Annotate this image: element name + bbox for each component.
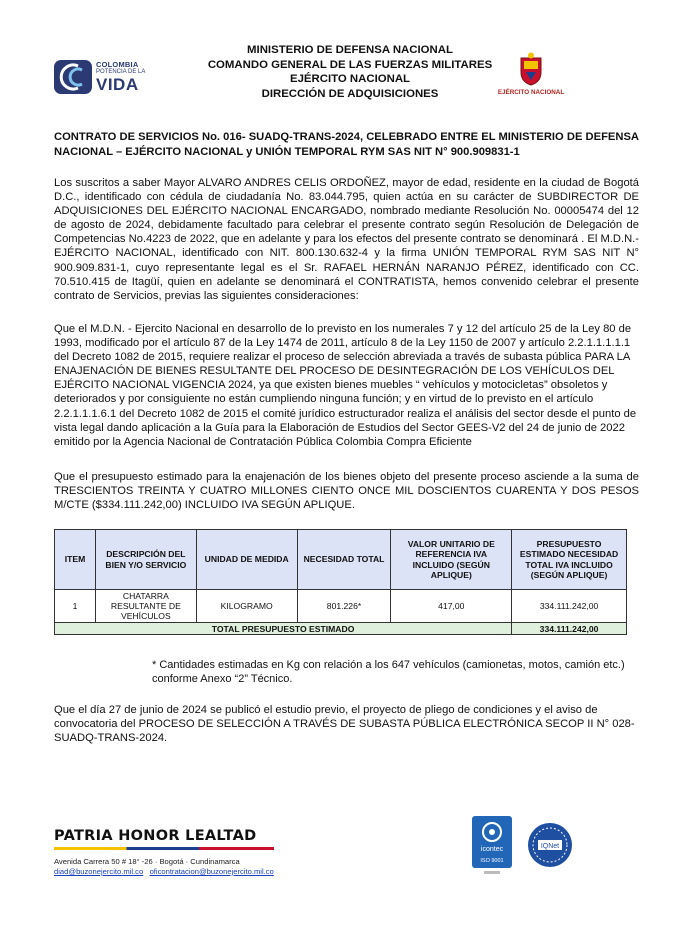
total-label: TOTAL PRESUPUESTO ESTIMADO xyxy=(55,623,512,635)
header-line-command: COMANDO GENERAL DE LAS FUERZAS MILITARES xyxy=(207,58,493,71)
paragraph-legal-basis: Que el M.D.N. - Ejercito Nacional en desarrollo de lo previsto en los numerales 7 y 12 del artículo 25 de la Ley 80 de 1993, modificado por el artículo 87 de la Ley 1474 de 2011, artículo 8 de la Ley 1150 de 2007 y artículo 2.2.1.1.1.1.1 del Decreto 1082 de 2015, requiere realizar el proceso de selección abreviada a través de subasta pública PARA LA ENAJENACIÓN DE BIENES RESULTANTE DEL PROCESO DE DESINTEGRACIÓN DE LOS VEHÍCULOS DEL EJÉRCITO NACIONAL VIGENCIA 2024, ya que existen bienes muebles “ vehículos y motocicletas” obsoletos y deteriorados y por consiguiente no están cumpliendo ninguna función; y en virtud de lo previsto en el artículo 2.2.1.1.1.6.1 del Decreto 1082 de 2015 el comité jurídico estructurador realiza el análisis del sector desde el punto de vista legal dando aplicación a la Guía para la Elaboración de Estudios del Sector GEES-V2 del 24 de junio de 2022 emitido por la Agencia Nacional de Contratación Pública Colombia Compra Eficiente xyxy=(54,323,637,448)
logo-line3: VIDA xyxy=(96,75,139,94)
iso-label: ISO 9001 xyxy=(480,858,504,864)
header-item: ITEM xyxy=(55,530,96,590)
logo-line1: COLOMBIA xyxy=(96,60,139,69)
logo-line2: POTENCIA DE LA xyxy=(96,69,146,75)
iqnet-label: IQNet xyxy=(540,843,560,850)
total-value: 334.111.242,00 xyxy=(512,623,627,635)
cell-budget: 334.111.242,00 xyxy=(512,590,627,623)
header-line-ministry: MINISTERIO DE DEFENSA NACIONAL xyxy=(247,44,453,56)
iqnet-certification-icon xyxy=(527,822,573,868)
cell-unit: KILOGRAMO xyxy=(196,590,297,623)
email-link-diad[interactable]: diad@buzonejercito.mil.co xyxy=(54,867,144,876)
colombia-potencia-logo xyxy=(54,58,154,96)
email-separator xyxy=(145,867,147,876)
footer-address: Avenida Carrera 50 # 18° -26 · Bogotá · Cundinamarca xyxy=(54,857,240,866)
document-header xyxy=(190,43,510,101)
cell-unit-value: 417,00 xyxy=(391,590,512,623)
header-description: DESCRIPCIÓN DEL BIEN Y/O SERVICIO xyxy=(95,530,196,590)
flag-stripe xyxy=(54,847,274,850)
table-total-row xyxy=(55,623,627,635)
ejercito-logo xyxy=(486,52,576,102)
header-line-directorate: DIRECCIÓN DE ADQUISICIONES xyxy=(261,87,439,100)
header-line-army: EJÉRCITO NACIONAL xyxy=(289,73,411,85)
paragraph-budget: Que el presupuesto estimado para la enajenación de los bienes objeto del presente proceso asciende a la suma de TRESCIENTOS TREINTA Y CUATRO MILLONES CIENTO ONCE MIL DOSCIENTOS CUARENTA Y DOS PESOS M/CTE ($334.111.242,00) INCLUIDO IVA SEGÚN APLIQUE. xyxy=(54,471,639,512)
cell-description: CHATARRA RESULTANTE DE VEHÍCULOS xyxy=(95,590,196,623)
header-unit-value: VALOR UNITARIO DE REFERENCIA IVA INCLUIDO (SEGÚN APLIQUE) xyxy=(391,530,512,590)
header-quantity: NECESIDAD TOTAL xyxy=(297,530,391,590)
army-crest-icon xyxy=(518,52,544,86)
table-row xyxy=(55,590,627,623)
icontec-label: icontec xyxy=(480,846,504,853)
paragraph-parties: Los suscritos a saber Mayor ALVARO ANDRES CELIS ORDOÑEZ, mayor de edad, residente en la ciudad de Bogotá D.C., identificado con cédula de ciudadanía No. 83.044.795, quien actúa en su carácter de SUBDIRECTOR DE ADQUISICIONES DEL EJÉRCITO NACIONAL ENCARGADO, nombrado mediante Resolución No. 00005474 del 12 de agosto de 2024, debidamente facultado para celebrar el presente contrato según Resolución de Delegación de Competencias No.4223 de 2022, que en adelante y para los efectos del presente contrato se denominará . El M.D.N.- EJÉRCITO NACIONAL, identificado con NIT. 800.130.632-4 y la firma UNIÓN TEMPORAL RYM SAS NIT N° 900.909.831-1, cuyo representante legal es el Sr. RAFAEL HERNÁN NARANJO PÉREZ, identificado con CC. 70.510.415 de Itagüí, quien en adelante se denominará el CONTRATISTA, hemos convenido celebrar el presente contrato de Servicios, previas las siguientes consideraciones: xyxy=(54,177,639,302)
table-header-row xyxy=(55,530,627,590)
footer-motto: PATRIA HONOR LEALTAD xyxy=(54,828,257,844)
ejercito-logo-label: EJÉRCITO NACIONAL xyxy=(497,89,565,96)
email-link-contratacion[interactable]: oficontratacion@buzonejercito.mil.co xyxy=(149,867,274,876)
header-budget: PRESUPUESTO ESTIMADO NECESIDAD TOTAL IVA INCLUIDO (SEGÚN APLIQUE) xyxy=(512,530,627,590)
budget-table xyxy=(54,529,627,635)
cell-item: 1 xyxy=(55,590,96,623)
footer-emails xyxy=(54,867,274,876)
cell-quantity: 801.226* xyxy=(297,590,391,623)
colombia-logo-mark-icon xyxy=(54,60,92,94)
paragraph-publication: Que el día 27 de junio de 2024 se publicó el estudio previo, el proyecto de pliego de condiciones y el aviso de convocatoria del PROCESO DE SELECCIÓN A TRAVÉS DE SUBASTA PÚBLICA ELECTRÓNICA SECOP II N° 028- SUADQ-TRANS-2024. xyxy=(54,704,635,745)
icontec-certification-icon xyxy=(472,816,512,876)
header-unit: UNIDAD DE MEDIDA xyxy=(196,530,297,590)
contract-title: CONTRATO DE SERVICIOS No. 016- SUADQ-TRANS-2024, CELEBRADO ENTRE EL MINISTERIO DE DEFENSA NACIONAL – EJÉRCITO NACIONAL y UNIÓN TEMPORAL RYM SAS NIT N° 900.909831-1 xyxy=(54,131,639,158)
table-footnote: * Cantidades estimadas en Kg con relación a los 647 vehículos (camionetas, motos, camión etc.) conforme Anexo “2” Técnico. xyxy=(152,659,625,685)
